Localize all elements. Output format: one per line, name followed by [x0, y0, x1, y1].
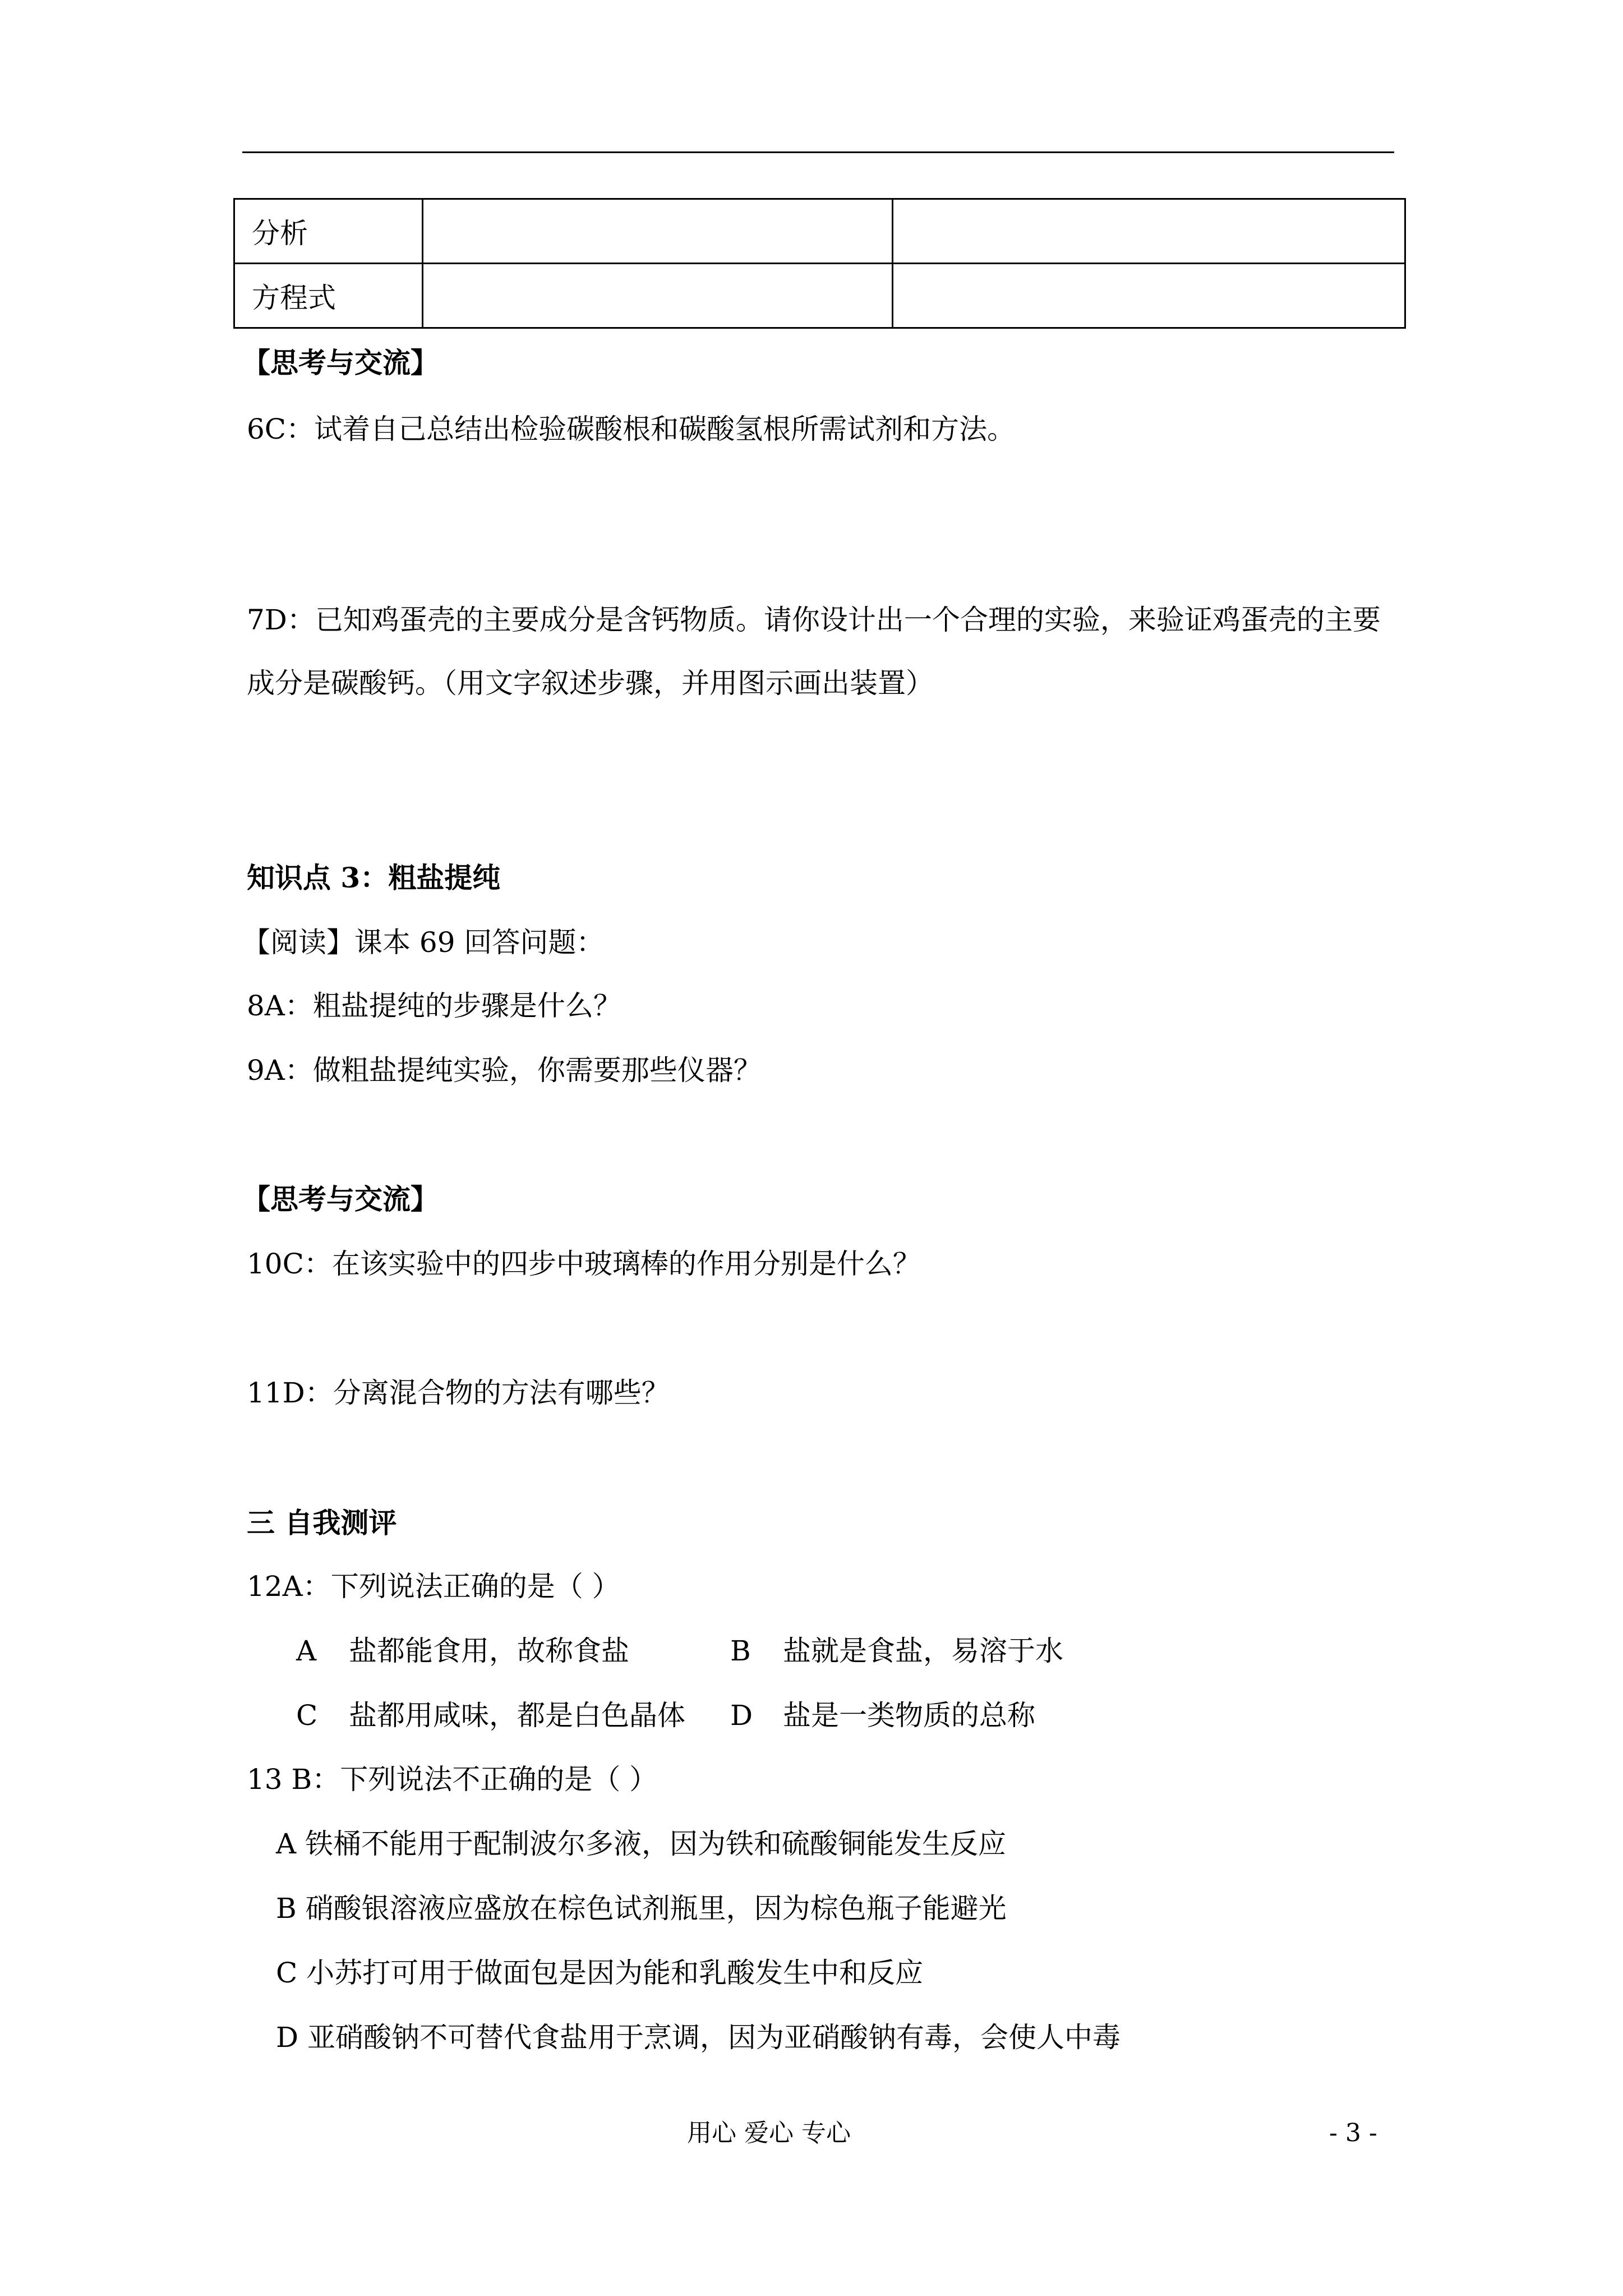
- table-cell: [893, 199, 1405, 264]
- question-13-option: B 硝酸银溶液应盛放在棕色试剂瓶里，因为棕色瓶子能避光: [276, 1892, 1007, 1925]
- analysis-table: [233, 198, 1406, 329]
- question-7-line-2: 成分是碳酸钙。（用文字叙述步骤，并用图示画出装置）: [247, 667, 934, 700]
- question-6: 6C：试着自己总结出检验碳酸根和碳酸氢根所需试剂和方法。: [247, 413, 1016, 445]
- table-row: [234, 264, 1405, 328]
- option-text: 盐都能食用，故称食盐: [349, 1635, 629, 1667]
- section-heading-think-2: 【思考与交流】: [242, 1182, 439, 1216]
- option-text: 盐是一类物质的总称: [783, 1699, 1035, 1732]
- self-assessment-heading: 三 自我测评: [247, 1506, 397, 1539]
- option-letter: B: [730, 1635, 751, 1667]
- table-cell: [893, 264, 1405, 328]
- question-13-option: C 小苏打可用于做面包是因为能和乳酸发生中和反应: [276, 1957, 924, 1989]
- table-cell: [423, 199, 893, 264]
- question-8: 8A：粗盐提纯的步骤是什么？: [247, 990, 621, 1022]
- question-11: 11D：分离混合物的方法有哪些？: [247, 1377, 670, 1409]
- section-heading-think-1: 【思考与交流】: [242, 346, 439, 379]
- header-rule: [242, 151, 1394, 153]
- knowledge-point-3-heading: 知识点 3：粗盐提纯: [247, 861, 501, 894]
- page-number: - 3 -: [1329, 2119, 1377, 2147]
- question-12-stem: 12A：下列说法正确的是（ ）: [247, 1570, 620, 1603]
- option-text: 盐就是食盐，易溶于水: [783, 1635, 1063, 1667]
- option-letter: C: [296, 1699, 318, 1732]
- option-letter: A: [296, 1635, 317, 1667]
- question-13-option: D 亚硝酸钠不可替代食盐用于烹调，因为亚硝酸钠有毒，会使人中毒: [276, 2021, 1121, 2054]
- table-cell: [423, 264, 893, 328]
- option-letter: D: [730, 1699, 753, 1732]
- option-text: 盐都用咸味，都是白色晶体: [349, 1699, 685, 1732]
- reading-instruction: 【阅读】课本 69 回答问题：: [242, 926, 605, 959]
- table-row: [234, 199, 1405, 264]
- question-13-option: A 铁桶不能用于配制波尔多液，因为铁和硫酸铜能发生反应: [276, 1828, 1007, 1860]
- footer-motto: 用心 爱心 专心: [687, 2119, 851, 2147]
- question-9: 9A：做粗盐提纯实验，你需要那些仪器？: [247, 1054, 762, 1087]
- question-7-line-1: 7D：已知鸡蛋壳的主要成分是含钙物质。请你设计出一个合理的实验，来验证鸡蛋壳的主要: [247, 604, 1381, 636]
- question-10: 10C：在该实验中的四步中玻璃棒的作用分别是什么？: [247, 1248, 921, 1280]
- question-13-stem: 13 B：下列说法不正确的是（ ）: [247, 1763, 658, 1796]
- table-cell-label: 分析: [234, 199, 423, 264]
- table-cell-label: 方程式: [234, 264, 423, 328]
